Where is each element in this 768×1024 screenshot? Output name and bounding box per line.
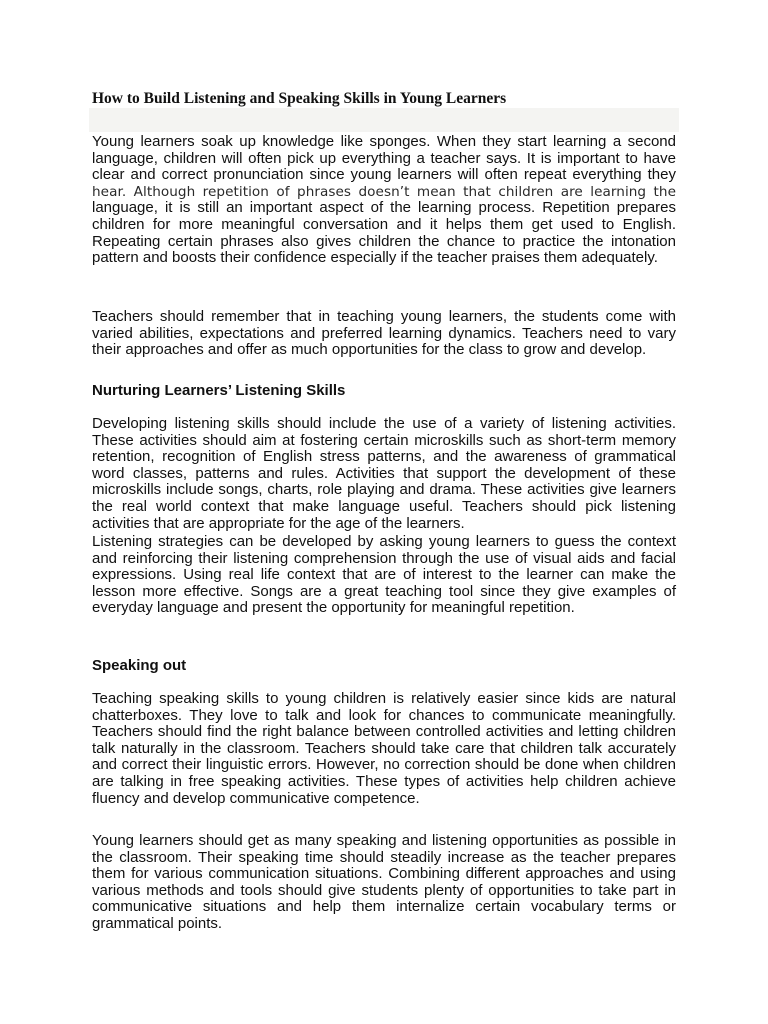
listening-paragraph-2: Listening strategies can be developed by asking young learners to guess the context and reinforcing their listening comprehension through the use of visual aids and facial expressions. Using real life context that are of interest to the learner can make the lesson more effective. Songs are a great teaching tool since they give examples of everyday language and present the opportunity for meaningful repetition.	[92, 533, 676, 617]
intro-text-part2: hear. Although repetition of phrases doesn’t mean that children are learning the	[92, 183, 676, 200]
section-heading-speaking: Speaking out	[92, 657, 187, 674]
paragraph-teachers: Teachers should remember that in teaching young learners, the students come with varied abilities, expectations and preferred learning dynamics. Teachers need to vary their approaches and offer as much opportunities for the class to grow and develop.	[92, 308, 676, 359]
speaking-paragraph-2: Young learners should get as many speaking and listening opportunities as possible in the classroom. Their speaking time should steadily increase as the teacher prepares them for various communication situations. Combining different approaches and using various methods and tools should give students plenty of opportunities to take part in communicative situations and help them internalize certain vocabulary terms or grammatical points.	[92, 832, 676, 932]
intro-paragraph	[92, 134, 676, 267]
speaking-paragraph-1: Teaching speaking skills to young children is relatively easier since kids are natural chatterboxes. They love to talk and look for chances to communicate meaningfully. Teachers should find the right balance between controlled activities and letting children talk naturally in the classroom. Teachers should take care that children talk accurately and correct their linguistic errors. However, no correction should be done when children are talking in free speaking activities. These types of activities help children achieve fluency and develop communicative competence.	[92, 690, 676, 807]
shaded-band	[89, 108, 679, 132]
listening-paragraph-1: Developing listening skills should include the use of a variety of listening activities. These activities should aim at fostering certain microskills such as short-term memory retention, recognition of English stress patterns, and the awareness of grammatical word classes, patterns and rules. Activities that support the development of these microskills include songs, charts, role playing and drama. These activities give learners the real world context that make language useful. Teachers should pick listening activities that are appropriate for the age of the learners.	[92, 415, 676, 532]
document-title: How to Build Listening and Speaking Skills in Young Learners	[92, 90, 507, 107]
intro-text-part3: language, it is still an important aspect of the learning process. Repetition prepares children for more meaningful conversation and it helps them get used to English. Repeating certain phrases also gives children the chance to practice the intonation pattern and boosts their confidence especially if the teacher praises them adequately.	[92, 199, 676, 267]
intro-text-part1: Young learners soak up knowledge like sponges. When they start learning a second language, children will often pick up everything a teacher says. It is important to have clear and correct pronunciation since young learners will often repeat everything they	[92, 133, 676, 184]
section-heading-listening: Nurturing Learners’ Listening Skills	[92, 382, 346, 399]
